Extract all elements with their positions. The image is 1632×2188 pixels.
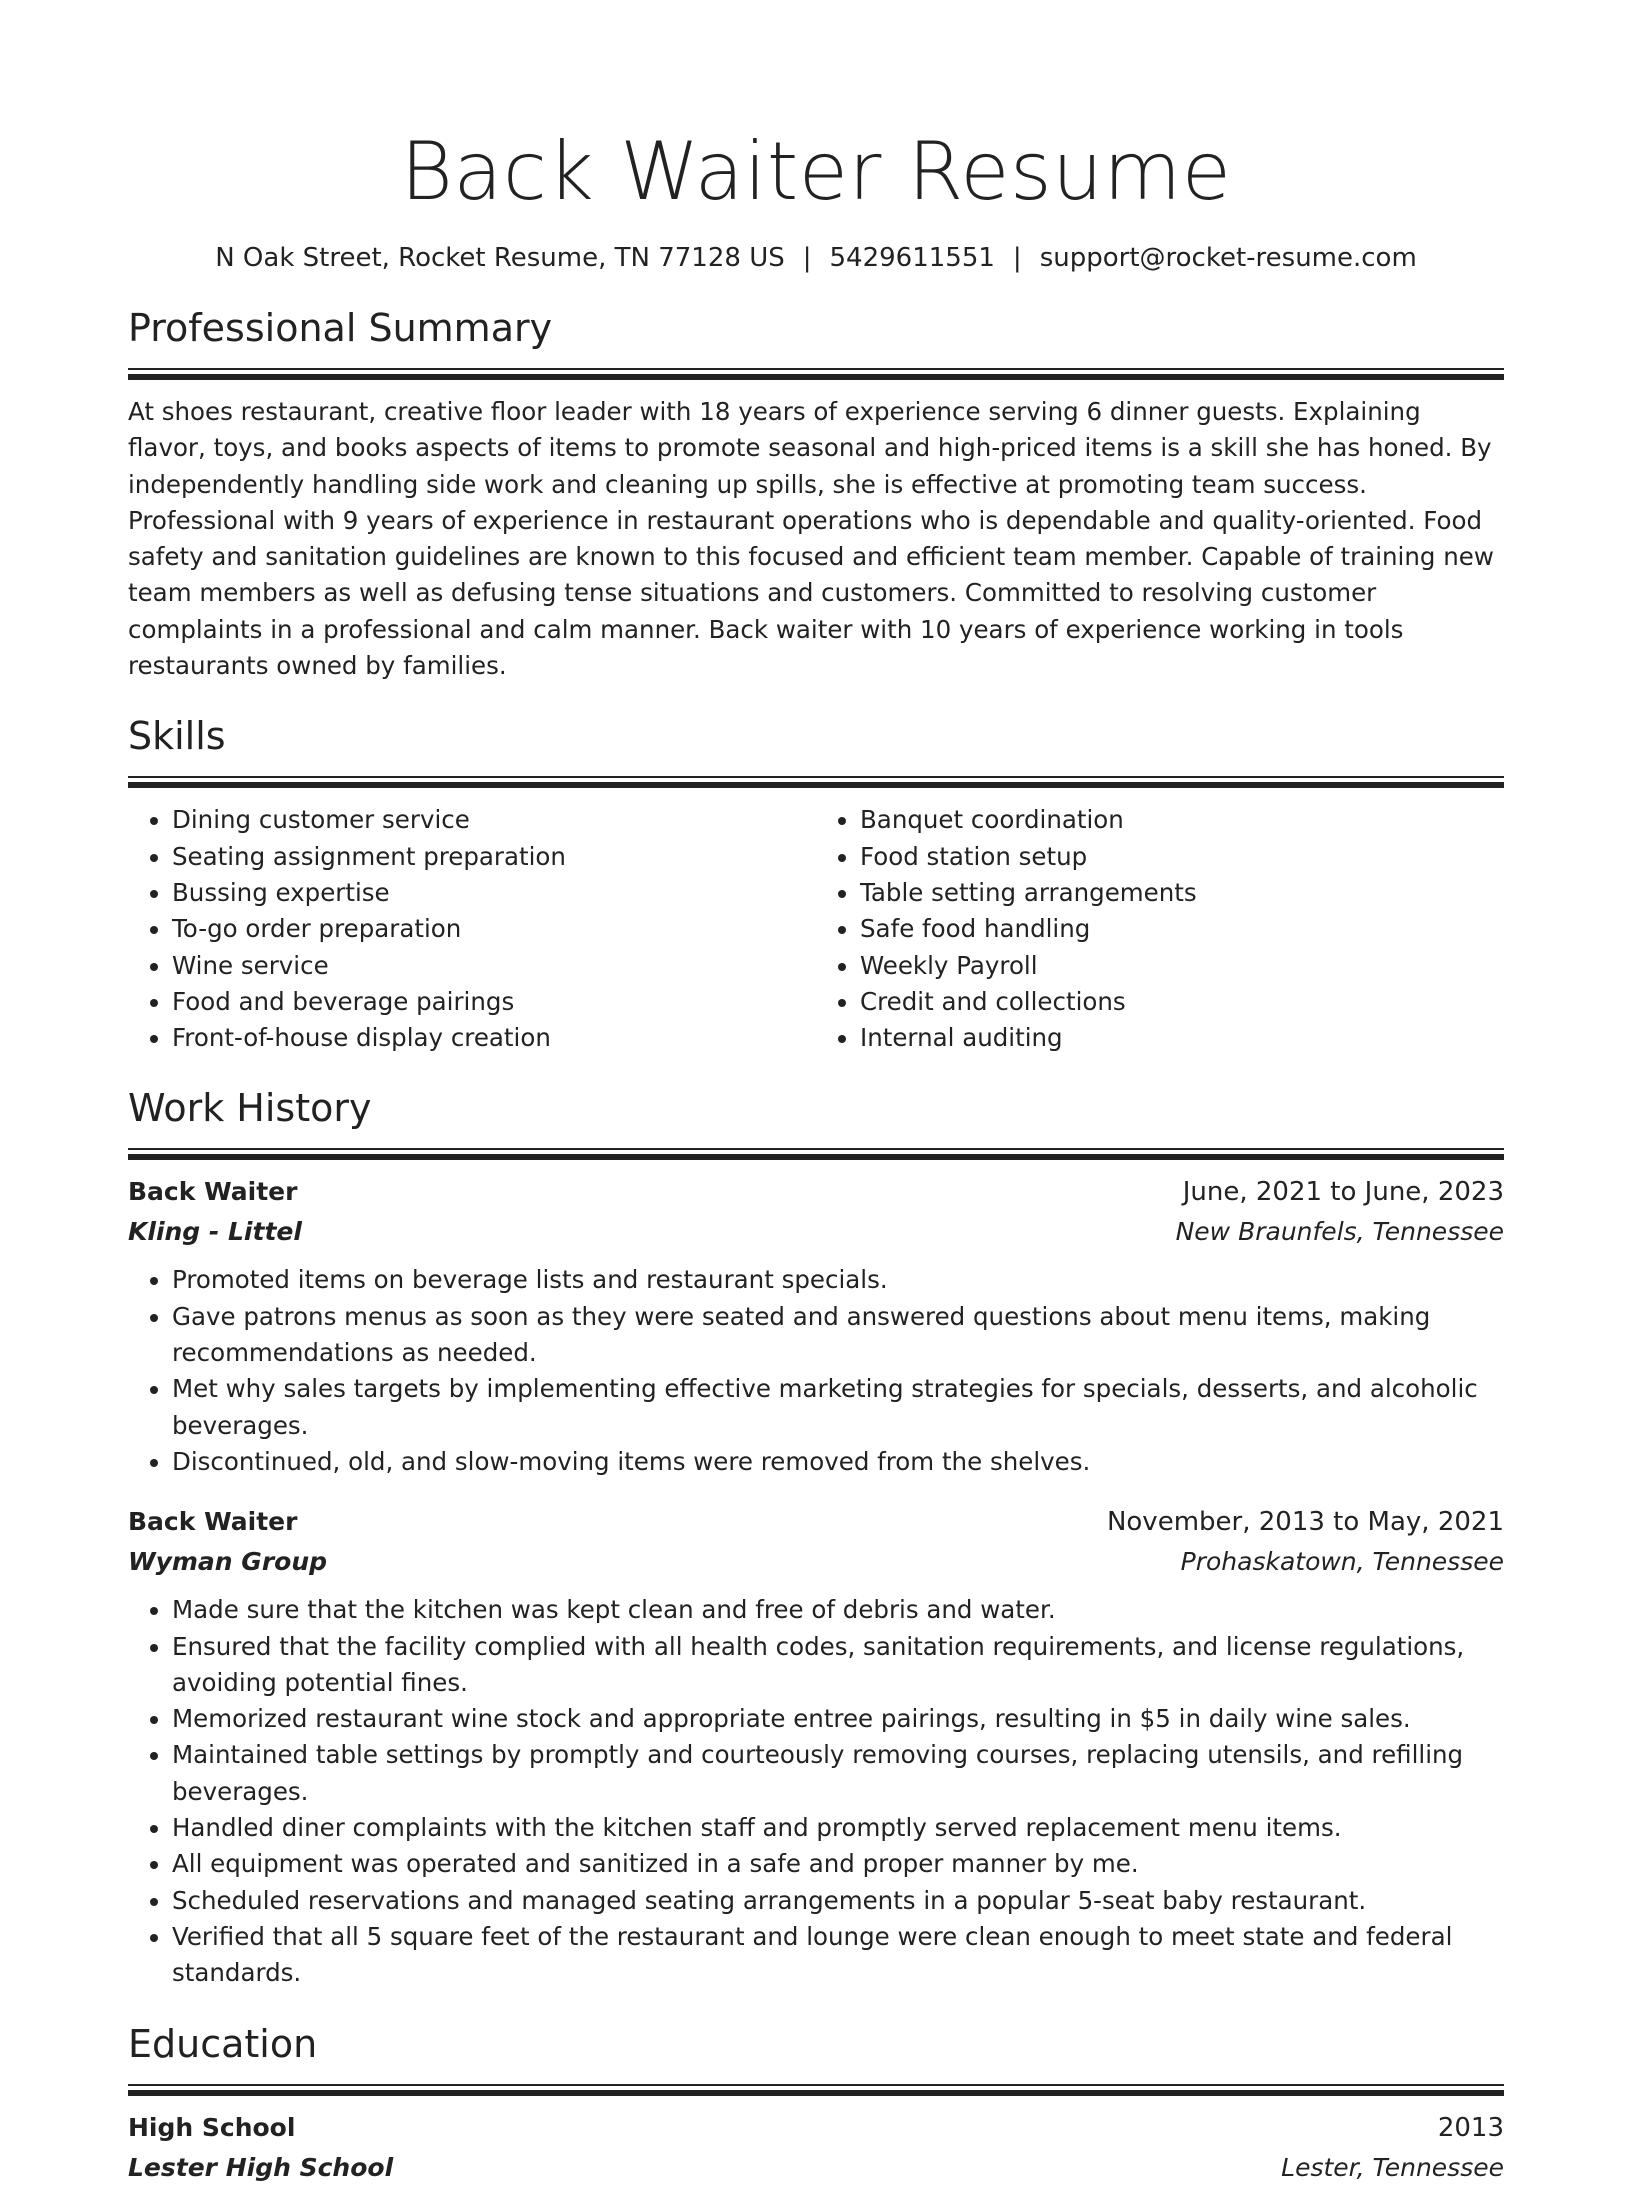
education-section <box>128 2018 1504 2188</box>
resume-title: Back Waiter Resume <box>400 125 1232 218</box>
resume-content <box>128 118 1504 2188</box>
job-location: New Braunfels, Tennessee <box>1175 1217 1504 1247</box>
job-bullet: • Maintained table settings by promptly and courteously removing courses, replacing utensils, and refilling beverages. <box>172 1737 1504 1810</box>
work-history-section <box>128 1082 1504 1991</box>
education-header-row <box>128 2108 1504 2148</box>
job-company: Wyman Group <box>128 1547 328 1577</box>
contact-separator: | <box>802 243 812 273</box>
job-bullet: • Made sure that the kitchen was kept clean and free of debris and water. <box>172 1592 1504 1628</box>
skill-item: • Credit and collections <box>860 984 1504 1020</box>
contact-line <box>128 240 1504 276</box>
skill-item: • Food station setup <box>860 839 1504 875</box>
job-bullet: • Scheduled reservations and managed seating arrangements in a popular 5-seat baby restaurant. <box>172 1883 1504 1919</box>
contact-email: support@rocket-resume.com <box>1039 243 1417 273</box>
skills-section <box>128 710 1504 1056</box>
summary-section <box>128 302 1504 684</box>
contact-phone: 5429611551 <box>829 243 995 273</box>
job-location: Prohaskatown, Tennessee <box>1180 1547 1504 1577</box>
job-company-row <box>128 1212 1504 1252</box>
section-divider-thin <box>128 776 1504 778</box>
skill-item: • Wine service <box>172 948 816 984</box>
education-school: Lester High School <box>128 2152 394 2182</box>
work-history-heading: Work History <box>128 1086 372 1131</box>
skills-list-left <box>128 802 816 1056</box>
job-bullet: • Handled diner complaints with the kitchen staff and promptly served replacement menu items. <box>172 1810 1504 1846</box>
education-year: 2013 <box>1437 2112 1504 2143</box>
job-bullet: • All equipment was operated and sanitized in a safe and proper manner by me. <box>172 1846 1504 1882</box>
contact-address: N Oak Street, Rocket Resume, TN 77128 US <box>215 243 785 273</box>
skill-item: • Seating assignment preparation <box>172 839 816 875</box>
job-company-row <box>128 1542 1504 1582</box>
job-dates: November, 2013 to May, 2021 <box>1106 1507 1504 1538</box>
section-divider-thin <box>128 368 1504 370</box>
skill-item: • Weekly Payroll <box>860 948 1504 984</box>
skill-item: • Front-of-house display creation <box>172 1020 816 1056</box>
contact-separator: | <box>1012 243 1022 273</box>
job-bullet: • Verified that all 5 square feet of the restaurant and lounge were clean enough to meet state and federal standards. <box>172 1919 1504 1992</box>
job-bullet: • Promoted items on beverage lists and restaurant specials. <box>172 1262 1504 1298</box>
section-divider-thick <box>128 374 1504 380</box>
section-divider-thick <box>128 782 1504 788</box>
job-bullet: • Memorized restaurant wine stock and appropriate entree pairings, resulting in $5 in daily wine sales. <box>172 1701 1504 1737</box>
skill-item: • To-go order preparation <box>172 911 816 947</box>
education-location: Lester, Tennessee <box>1281 2152 1504 2182</box>
job-bullets <box>128 1592 1504 1991</box>
job-bullet: • Discontinued, old, and slow-moving items were removed from the shelves. <box>172 1444 1504 1480</box>
job-header-row <box>128 1502 1504 1542</box>
skills-heading: Skills <box>128 714 226 759</box>
summary-text: At shoes restaurant, creative floor leader with 18 years of experience serving 6 dinner guests. Explaining flavor, toys, and books aspects of items to promote seasonal and high-priced items is a skill she has honed. By independently handling side work and cleaning up spills, she is effective at promoting team success. Professional with 9 years of experience in restaurant operations who is dependable and quality-oriented. Food safety and sanitation guidelines are known to this focused and efficient team member. Capable of training new team members as well as defusing tense situations and customers. Committed to resolving customer complaints in a professional and calm manner. Back waiter with 10 years of experience working in tools restaurants owned by families. <box>128 397 1494 681</box>
job-header-row <box>128 1172 1504 1212</box>
skill-item: • Safe food handling <box>860 911 1504 947</box>
education-school-row <box>128 2148 1504 2188</box>
job-bullet: • Gave patrons menus as soon as they were seated and answered questions about menu items, making recommendations as needed. <box>172 1299 1504 1372</box>
skill-item: • Internal auditing <box>860 1020 1504 1056</box>
job-entry <box>128 1172 1504 1480</box>
job-title: Back Waiter <box>128 1507 298 1537</box>
skills-columns <box>128 802 1504 1056</box>
job-bullet: • Met why sales targets by implementing effective marketing strategies for specials, desserts, and alcoholic beverages. <box>172 1371 1504 1444</box>
skills-list-right <box>816 802 1504 1056</box>
skill-item: • Dining customer service <box>172 802 816 838</box>
job-title: Back Waiter <box>128 1177 298 1207</box>
job-entry <box>128 1502 1504 1991</box>
education-degree: High School <box>128 2112 296 2142</box>
education-heading: Education <box>128 2021 318 2066</box>
summary-heading: Professional Summary <box>128 306 553 350</box>
job-bullets <box>128 1262 1504 1480</box>
section-divider-thin <box>128 1148 1504 1150</box>
skill-item: • Food and beverage pairings <box>172 984 816 1020</box>
section-divider-thin <box>128 2084 1504 2086</box>
job-company: Kling - Littel <box>128 1217 302 1247</box>
education-entry <box>128 2108 1504 2188</box>
skill-item: • Bussing expertise <box>172 875 816 911</box>
section-divider-thick <box>128 1154 1504 1160</box>
skill-item: • Table setting arrangements <box>860 875 1504 911</box>
job-bullet: • Ensured that the facility complied with all health codes, sanitation requirements, and license regulations, avoiding potential fines. <box>172 1629 1504 1702</box>
skill-item: • Banquet coordination <box>860 802 1504 838</box>
job-dates: June, 2021 to June, 2023 <box>1182 1177 1504 1208</box>
section-divider-thick <box>128 2090 1504 2096</box>
